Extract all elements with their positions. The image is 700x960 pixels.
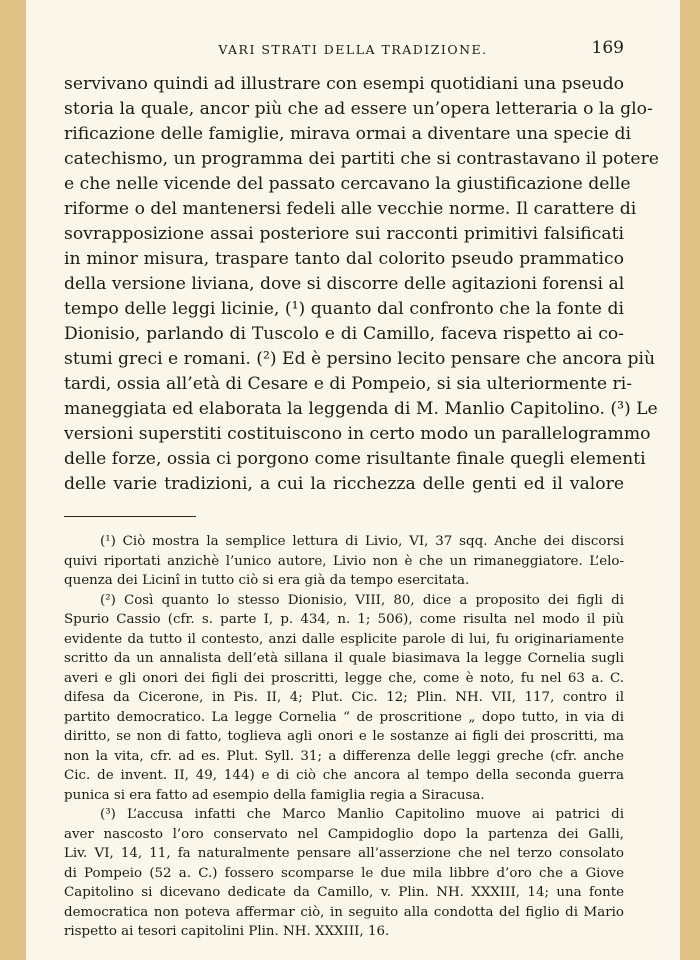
text-line: Dionisio, parlando di Tuscolo e di Camillo, faceva rispetto ai co- [64, 324, 624, 344]
text-line: versioni superstiti costituiscono in certo modo un parallelogrammo [64, 424, 651, 444]
footnote-line: di Pompeio (52 a. C.) fossero scomparse le due mila libbre d’oro che a Giove [64, 865, 624, 881]
text-line: catechismo, un programma dei partiti che si contrastavano il potere [64, 149, 659, 169]
text-line: servivano quindi ad illustrare con esempi quotidiani una pseudo [64, 74, 624, 94]
main-text [64, 72, 659, 497]
page-header [26, 38, 680, 62]
footnote-line: evidente da tutto il contesto, anzi dalle esplicite parole di lui, fu originariamente [64, 631, 624, 647]
text-line: riforme o del mantenersi fedeli alle vecchie norme. Il carattere di [64, 199, 637, 219]
text-line: tempo delle leggi licinie, (¹) quanto dal confronto che la fonte di [64, 299, 624, 319]
footnote-line: diritto, se non di fatto, toglieva agli onori e le sostanze ai figli dei proscritti, ma [64, 729, 624, 744]
footnote-line: (³) L’accusa infatti che Marco Manlio Capitolino muove ai patrici di [100, 807, 624, 822]
text-line: storia la quale, ancor più che ad essere un’opera letteraria o la glo- [64, 99, 653, 119]
footnote-line: difesa da Cicerone, in Pis. II, 4; Plut. Cic. 12; Plin. NH. VII, 117, contro il [64, 690, 624, 705]
text-line: stumi greci e romani. (²) Ed è persino lecito pensare che ancora più [64, 349, 656, 369]
footnote-line: democratica non poteva affermar ciò, in seguito alla condotta del figlio di Mario [64, 904, 624, 920]
text-line: sovrapposizione assai posteriore sui racconti primitivi falsificati [64, 224, 624, 244]
footnote-line: non la vita, cfr. ad es. Plut. Syll. 31; a differenza delle leggi greche (cfr. anche [64, 748, 624, 764]
footnote-line: averi e gli onori dei figli dei proscritti, legge che, come è noto, fu nel 63 a. C. [64, 670, 624, 686]
footnote-line: rispetto ai tesori capitolini Plin. NH. XXXIII, 16. [64, 924, 390, 939]
footnote-line: (¹) Ciò mostra la semplice lettura di Livio, VI, 37 sqq. Anche dei discorsi [100, 534, 624, 549]
footnotes [64, 532, 624, 942]
text-line: e che nelle vicende del passato cercavano la giustificazione delle [64, 174, 631, 194]
page-number: 169 [591, 38, 624, 58]
text-line: tardi, ossia all’età di Cesare e di Pompeio, si sia ulteriormente ri- [64, 374, 633, 394]
text-line: rificazione delle famiglie, mirava ormai a diventare una specie di [64, 124, 631, 144]
footnote-line: punica si era fatto ad esempio della famiglia regia a Siracusa. [64, 787, 485, 803]
footnote-line: quivi riportati anzichè l’unico autore, Livio non è che un rimaneggiatore. L’elo- [64, 553, 624, 569]
text-line: in minor misura, traspare tanto dal colorito pseudo prammatico [64, 249, 624, 269]
text-line: maneggiata ed elaborata la leggenda di M. Manlio Capitolino. (³) Le [64, 399, 658, 419]
footnote-line: Cic. de invent. II, 49, 144) e di ciò che ancora al tempo della seconda guerra [64, 768, 624, 783]
running-head: VARI STRATI DELLA TRADIZIONE. [218, 42, 488, 57]
footnote-line: aver nascosto l’oro conservato nel Campidoglio dopo la partenza dei Galli, [64, 826, 624, 842]
text-line: delle forze, ossia ci porgono come risultante finale quegli elementi [64, 449, 646, 469]
footnote-line: scritto da un annalista dell’età sillana il quale biasimava la legge Cornelia sugli [64, 651, 624, 666]
text-line: delle varie tradizioni, a cui la ricchezza delle genti ed il valore [64, 474, 624, 494]
footnote-line: (²) Così quanto lo stesso Dionisio, VIII, 80, dice a proposito dei figli di [100, 592, 624, 608]
book-page [26, 0, 680, 960]
footnote-line: Spurio Cassio (cfr. s. parte I, p. 434, n. 1; 506), come risulta nel modo il più [64, 612, 624, 627]
footnote-line: partito democratico. La legge Cornelia “ de proscritione „ dopo tutto, in via di [64, 709, 624, 725]
footnote-line: Liv. VI, 14, 11, fa naturalmente pensare all’asserzione che nel terzo consolato [64, 846, 624, 861]
footnote-line: quenza dei Licinî in tutto ciò si era già da tempo esercitata. [64, 573, 470, 588]
footnote-rule [64, 516, 196, 517]
footnote-line: Capitolino si dicevano dedicate da Camillo, v. Plin. NH. XXXIII, 14; una fonte [64, 885, 624, 900]
text-line: della versione liviana, dove si discorre delle agitazioni forensi al [64, 274, 625, 294]
